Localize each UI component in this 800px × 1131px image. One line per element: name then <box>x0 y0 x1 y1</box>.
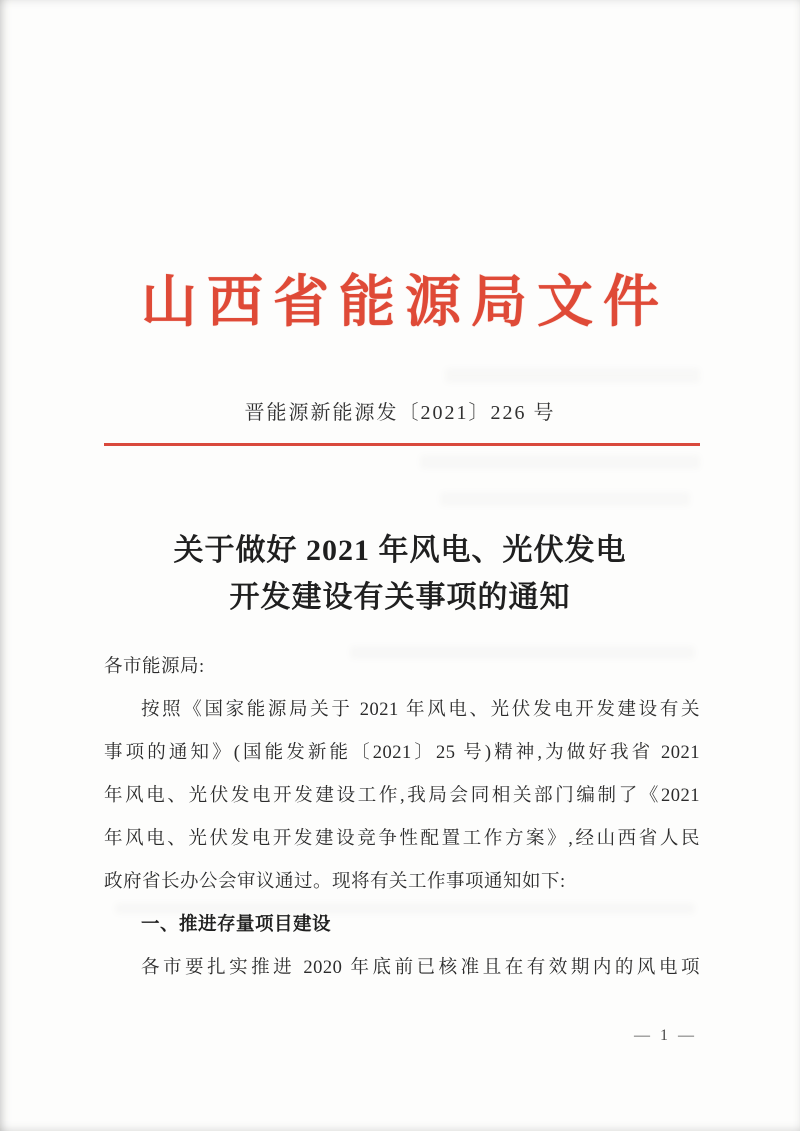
document-title <box>80 527 720 621</box>
document-body <box>104 646 700 990</box>
agency-letterhead-title: 山西省能源局文件 <box>141 272 669 334</box>
body-line: 各市要扎实推进 2020 年底前已核准且在有效期内的风电项 <box>141 958 700 978</box>
document-reference-number: 晋能源新能源发〔2021〕226 号 <box>244 402 556 424</box>
body-line: 年风电、光伏发电开发建设工作,我局会同相关部门编制了《2021 <box>104 786 700 806</box>
red-separator-rule <box>104 443 700 446</box>
scan-ghosting <box>420 455 700 469</box>
salutation-line: 各市能源局: <box>104 657 205 677</box>
document-title-line-1: 关于做好 2021 年风电、光伏发电 <box>173 534 627 567</box>
scan-ghosting <box>445 368 700 383</box>
page-number: — 1 — <box>634 1027 694 1044</box>
section-heading: 一、推进存量项目建设 <box>141 915 332 935</box>
body-line: 政府省长办公会审议通过。现将有关工作事项通知如下: <box>104 872 566 892</box>
body-line: 事项的通知》(国能发新能〔2021〕25 号)精神,为做好我省 2021 <box>104 743 700 763</box>
scan-ghosting <box>440 492 690 506</box>
document-title-line-2: 开发建设有关事项的通知 <box>229 581 571 614</box>
body-line: 按照《国家能源局关于 2021 年风电、光伏发电开发建设有关 <box>141 700 700 720</box>
body-line: 年风电、光伏发电开发建设竞争性配置工作方案》,经山西省人民 <box>104 829 700 849</box>
